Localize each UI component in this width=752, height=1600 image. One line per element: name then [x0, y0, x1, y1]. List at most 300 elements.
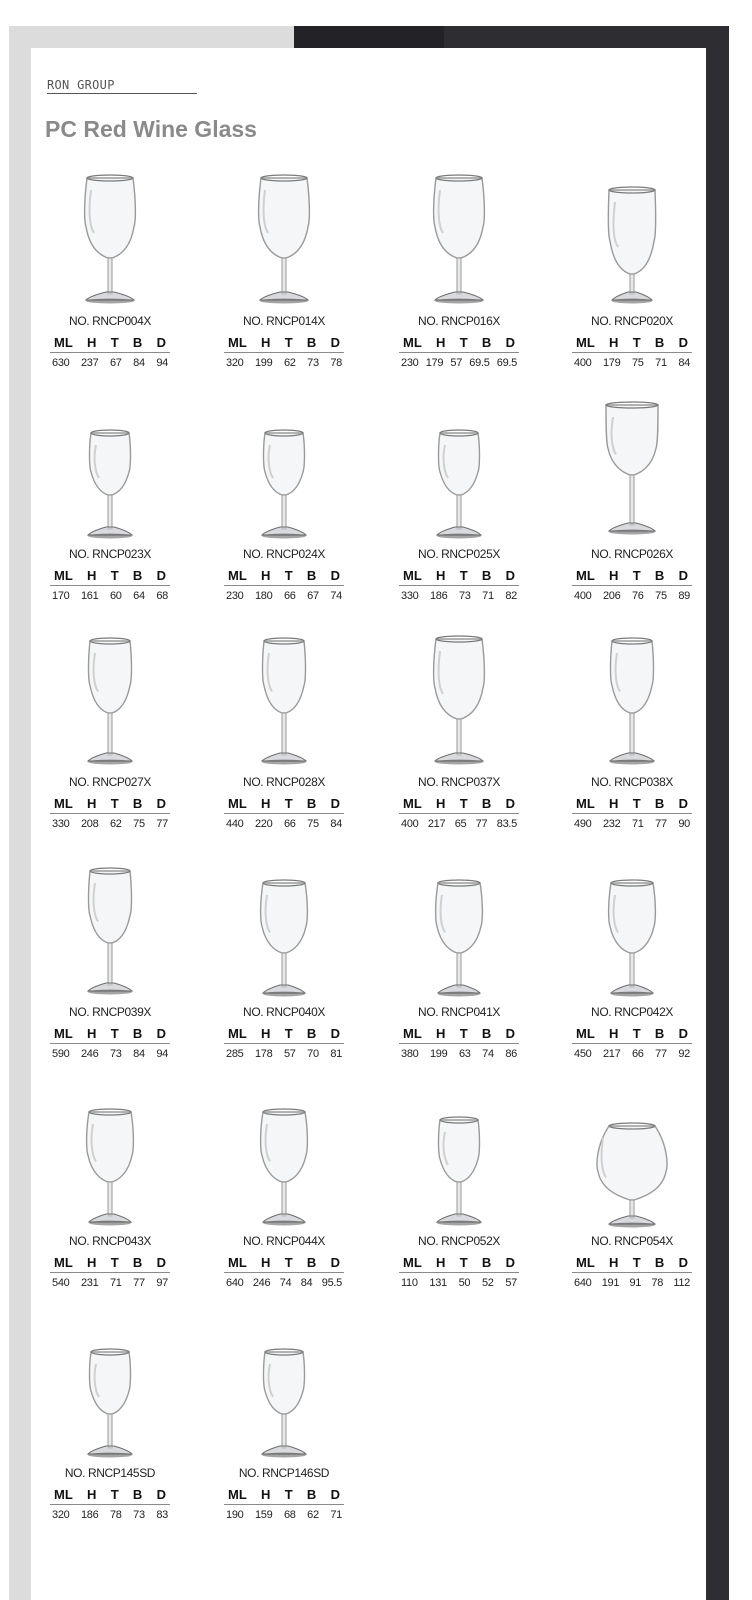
- product-code: NO. RNCP042X: [591, 1005, 673, 1019]
- glass-bowl: [606, 405, 658, 475]
- spec-header: B: [132, 334, 143, 350]
- spec-header: B: [306, 1486, 317, 1502]
- spec-value: 60: [109, 590, 122, 602]
- spec-table: [224, 567, 344, 602]
- wine-glass-image: [568, 160, 696, 310]
- wine-glass-image: [568, 621, 696, 771]
- spec-header: ML: [54, 1025, 73, 1041]
- spec-value-row: [399, 1273, 519, 1289]
- product-code: NO. RNCP026X: [591, 547, 673, 561]
- spec-value: 75: [631, 357, 644, 369]
- spec-header: D: [330, 1025, 340, 1041]
- spec-header-row: [224, 567, 344, 586]
- product-image: [46, 1312, 174, 1462]
- wine-glass-image: [46, 1080, 174, 1230]
- spec-value: 69.5: [496, 357, 517, 369]
- spec-header: ML: [403, 334, 422, 350]
- spec-table: [399, 1025, 519, 1060]
- glass-bowl: [597, 1126, 667, 1200]
- spec-header: B: [306, 795, 317, 811]
- product-code: NO. RNCP004X: [69, 314, 151, 328]
- wine-glass-image: [220, 621, 348, 771]
- glass-bowl: [609, 883, 656, 953]
- product-card: [46, 1080, 174, 1289]
- spec-value: 73: [458, 590, 471, 602]
- spec-header: ML: [403, 1254, 422, 1270]
- spec-header: B: [132, 567, 143, 583]
- spec-value-row: [399, 586, 519, 602]
- spec-header: T: [632, 567, 641, 583]
- spec-value-row: [224, 1505, 344, 1521]
- spec-header-row: [50, 567, 170, 586]
- spec-value: 81: [330, 1048, 342, 1060]
- glass-bowl: [434, 639, 485, 719]
- spec-value: 89: [678, 590, 690, 602]
- spec-value-row: [572, 586, 692, 602]
- spec-value: 199: [429, 1048, 448, 1060]
- spec-value: 231: [80, 1277, 99, 1289]
- spec-header: T: [632, 1254, 641, 1270]
- spec-header: D: [330, 334, 340, 350]
- spec-value-row: [224, 1044, 344, 1060]
- spec-table: [399, 1254, 519, 1289]
- product-image: [568, 851, 696, 1001]
- wine-glass-image: [220, 851, 348, 1001]
- spec-header: T: [459, 1254, 468, 1270]
- spec-value: 50: [458, 1277, 471, 1289]
- spec-header: ML: [54, 334, 73, 350]
- spec-header: ML: [576, 1254, 595, 1270]
- spec-header: ML: [54, 1486, 73, 1502]
- product-code: NO. RNCP039X: [69, 1005, 151, 1019]
- glass-foot-shadow: [609, 530, 655, 535]
- spec-value: 57: [505, 1277, 517, 1289]
- spec-value: 92: [678, 1048, 690, 1060]
- glass-foot-shadow: [88, 1453, 132, 1458]
- spec-value: 76: [631, 590, 644, 602]
- spec-value: 199: [254, 357, 273, 369]
- spec-value: 230: [226, 590, 244, 602]
- spec-header: T: [459, 795, 468, 811]
- spec-value: 62: [307, 1509, 319, 1521]
- product-code: NO. RNCP028X: [243, 775, 325, 789]
- spec-value: 217: [427, 818, 446, 830]
- spec-table: [224, 1486, 344, 1521]
- spec-header: H: [436, 567, 446, 583]
- spec-header: T: [459, 334, 468, 350]
- glass-foot-shadow: [437, 534, 481, 539]
- spec-value: 186: [80, 1509, 99, 1521]
- wine-glass-image: [46, 393, 174, 543]
- spec-header: ML: [228, 567, 247, 583]
- spec-header-row: [224, 334, 344, 353]
- glass-foot-shadow: [610, 760, 654, 765]
- product-image: [46, 851, 174, 1001]
- product-card: [220, 851, 348, 1060]
- spec-value: 590: [52, 1048, 70, 1060]
- spec-header: T: [284, 795, 293, 811]
- wine-glass-image: [220, 1312, 348, 1462]
- spec-table: [224, 334, 344, 369]
- spec-header: H: [87, 567, 97, 583]
- spec-value-row: [572, 1044, 692, 1060]
- glass-foot-shadow: [262, 534, 306, 539]
- spec-table: [224, 795, 344, 830]
- spec-header: D: [330, 567, 340, 583]
- product-image: [568, 1080, 696, 1230]
- spec-header: B: [306, 567, 317, 583]
- spec-value: 52: [481, 1277, 494, 1289]
- spec-value: 83.5: [496, 818, 517, 830]
- spec-table: [572, 795, 692, 830]
- spec-header: T: [110, 334, 119, 350]
- glass-foot-shadow: [86, 299, 134, 304]
- spec-header: B: [132, 1254, 143, 1270]
- spec-table: [399, 334, 519, 369]
- spec-header: H: [87, 1486, 97, 1502]
- spec-value: 78: [651, 1277, 664, 1289]
- spec-value: 640: [574, 1277, 592, 1289]
- spec-header: B: [306, 1254, 317, 1270]
- spec-value-row: [50, 814, 170, 830]
- product-code: NO. RNCP043X: [69, 1234, 151, 1248]
- glass-foot-shadow: [612, 299, 652, 304]
- wine-glass-image: [46, 160, 174, 310]
- product-card: [46, 851, 174, 1060]
- spec-header: B: [654, 1025, 665, 1041]
- product-card: [220, 393, 348, 602]
- spec-value: 77: [655, 818, 667, 830]
- spec-value: 95.5: [321, 1277, 342, 1289]
- spec-header-row: [572, 1025, 692, 1044]
- spec-header: D: [156, 795, 166, 811]
- product-code: NO. RNCP024X: [243, 547, 325, 561]
- glass-stem: [282, 495, 286, 529]
- product-card: [568, 1080, 696, 1289]
- spec-value: 73: [109, 1048, 122, 1060]
- spec-header: D: [505, 795, 515, 811]
- glass-stem: [630, 713, 634, 755]
- spec-header: H: [436, 334, 446, 350]
- wine-glass-image: [220, 1080, 348, 1230]
- product-code: NO. RNCP145SD: [64, 1466, 156, 1480]
- spec-value: 66: [283, 590, 296, 602]
- spec-header: D: [330, 1254, 340, 1270]
- spec-value: 71: [655, 357, 667, 369]
- product-image: [395, 851, 523, 1001]
- glass-stem: [108, 1182, 112, 1216]
- spec-value: 179: [425, 357, 444, 369]
- glass-bowl: [89, 641, 132, 713]
- glass-stem: [457, 1182, 461, 1216]
- spec-value: 62: [283, 357, 296, 369]
- product-code: NO. RNCP023X: [69, 547, 151, 561]
- spec-header-row: [50, 334, 170, 353]
- product-code: NO. RNCP037X: [418, 775, 500, 789]
- spec-header: B: [654, 1254, 665, 1270]
- product-image: [46, 1080, 174, 1230]
- product-card: [46, 393, 174, 602]
- spec-header: D: [678, 795, 688, 811]
- spec-value: 330: [401, 590, 419, 602]
- spec-header-row: [224, 1486, 344, 1505]
- spec-value: 112: [673, 1277, 690, 1289]
- spec-value: 190: [226, 1509, 244, 1521]
- spec-header-row: [572, 334, 692, 353]
- spec-value-row: [50, 1273, 170, 1289]
- spec-header: H: [609, 1025, 619, 1041]
- product-code: NO. RNCP054X: [591, 1234, 673, 1248]
- product-code: NO. RNCP016X: [418, 314, 500, 328]
- glass-foot-shadow: [262, 760, 306, 765]
- spec-value: 75: [133, 818, 145, 830]
- product-image: [46, 393, 174, 543]
- spec-value: 84: [678, 357, 690, 369]
- glass-bowl: [259, 178, 310, 258]
- product-code: NO. RNCP038X: [591, 775, 673, 789]
- glass-stem: [108, 495, 112, 529]
- spec-header-row: [50, 1254, 170, 1273]
- product-card: [220, 160, 348, 369]
- spec-header: H: [261, 1254, 271, 1270]
- spec-value: 206: [602, 590, 621, 602]
- spec-value: 57: [450, 357, 463, 369]
- spec-value: 77: [133, 1277, 145, 1289]
- product-card: [220, 621, 348, 830]
- spec-header: B: [132, 795, 143, 811]
- spec-value: 246: [252, 1277, 271, 1289]
- spec-value-row: [572, 353, 692, 369]
- spec-header-row: [224, 1254, 344, 1273]
- glass-stem: [457, 258, 461, 294]
- spec-header: B: [481, 567, 492, 583]
- page-title: PC Red Wine Glass: [45, 116, 257, 142]
- spec-value: 77: [475, 818, 488, 830]
- spec-header: H: [261, 567, 271, 583]
- spec-value-row: [399, 814, 519, 830]
- product-image: [220, 393, 348, 543]
- glass-foot-shadow: [89, 1221, 131, 1226]
- glass-foot-shadow: [609, 1223, 655, 1228]
- glass-stem: [282, 1182, 286, 1216]
- spec-header-row: [224, 1025, 344, 1044]
- spec-value: 84: [133, 357, 145, 369]
- spec-value: 232: [602, 818, 621, 830]
- spec-value: 86: [505, 1048, 517, 1060]
- spec-table: [50, 1486, 170, 1521]
- spec-value: 65: [454, 818, 467, 830]
- wine-glass-image: [220, 160, 348, 310]
- spec-header-row: [399, 567, 519, 586]
- catalog-sheet: [31, 48, 706, 1600]
- product-image: [46, 621, 174, 771]
- wine-glass-image: [568, 393, 696, 543]
- spec-value: 63: [458, 1048, 471, 1060]
- spec-value: 66: [631, 1048, 644, 1060]
- wine-glass-image: [46, 851, 174, 1001]
- spec-header: B: [481, 795, 492, 811]
- spec-header: D: [330, 795, 340, 811]
- spec-header: ML: [403, 795, 422, 811]
- glass-foot-shadow: [262, 1453, 306, 1458]
- spec-table: [572, 1254, 692, 1289]
- product-image: [568, 160, 696, 310]
- spec-value-row: [399, 353, 519, 369]
- product-image: [568, 393, 696, 543]
- spec-header: T: [284, 567, 293, 583]
- glass-stem: [457, 953, 461, 987]
- spec-header: H: [261, 1486, 271, 1502]
- spec-header: H: [436, 1025, 446, 1041]
- product-code: NO. RNCP027X: [69, 775, 151, 789]
- glass-stem: [457, 495, 461, 529]
- spec-value: 217: [602, 1048, 621, 1060]
- spec-header-row: [399, 1254, 519, 1273]
- spec-table: [50, 795, 170, 830]
- spec-value: 97: [156, 1277, 168, 1289]
- spec-header: T: [632, 795, 641, 811]
- glass-stem: [108, 713, 112, 755]
- product-image: [46, 160, 174, 310]
- glass-stem: [282, 258, 286, 294]
- glass-foot-shadow: [263, 992, 305, 997]
- product-code: NO. RNCP020X: [591, 314, 673, 328]
- spec-header: D: [156, 1025, 166, 1041]
- spec-header: D: [156, 1254, 166, 1270]
- spec-header: H: [261, 1025, 271, 1041]
- spec-value: 64: [133, 590, 145, 602]
- spec-value-row: [224, 353, 344, 369]
- spec-header: ML: [54, 1254, 73, 1270]
- product-image: [568, 621, 696, 771]
- spec-value: 78: [330, 357, 342, 369]
- spec-header: B: [306, 334, 317, 350]
- spec-value: 74: [279, 1277, 292, 1289]
- product-card: [568, 851, 696, 1060]
- spec-value: 94: [156, 357, 168, 369]
- spec-header: D: [505, 1254, 515, 1270]
- spec-value: 66: [283, 818, 296, 830]
- product-code: NO. RNCP146SD: [238, 1466, 330, 1480]
- product-card: [395, 160, 523, 369]
- spec-value: 73: [307, 357, 319, 369]
- wine-glass-image: [46, 621, 174, 771]
- spec-value: 191: [601, 1277, 620, 1289]
- spec-header: B: [481, 334, 492, 350]
- spec-value-row: [224, 814, 344, 830]
- spec-table: [399, 567, 519, 602]
- spec-header: T: [110, 567, 119, 583]
- spec-header: H: [87, 1025, 97, 1041]
- spec-value: 62: [109, 818, 122, 830]
- spec-header: B: [132, 1486, 143, 1502]
- spec-header: ML: [228, 334, 247, 350]
- spec-header-row: [572, 567, 692, 586]
- spec-header-row: [50, 1025, 170, 1044]
- product-code: NO. RNCP044X: [243, 1234, 325, 1248]
- spec-value: 90: [678, 818, 690, 830]
- spec-header: D: [505, 334, 515, 350]
- spec-value: 440: [226, 818, 244, 830]
- wine-glass-image: [395, 851, 523, 1001]
- spec-value: 71: [631, 818, 644, 830]
- spec-header: T: [284, 1486, 293, 1502]
- product-card: [46, 160, 174, 369]
- spec-value: 320: [226, 357, 244, 369]
- spec-value: 178: [254, 1048, 273, 1060]
- wine-glass-image: [568, 851, 696, 1001]
- glass-stem: [108, 943, 112, 985]
- spec-header: ML: [54, 567, 73, 583]
- spec-value-row: [50, 1505, 170, 1521]
- spec-table: [50, 567, 170, 602]
- spec-header: T: [110, 795, 119, 811]
- spec-value: 84: [300, 1277, 313, 1289]
- glass-bowl: [261, 1112, 308, 1182]
- spec-header: T: [110, 1025, 119, 1041]
- spec-value: 82: [505, 590, 517, 602]
- spec-header: T: [632, 334, 641, 350]
- spec-header: H: [87, 334, 97, 350]
- spec-header: ML: [576, 795, 595, 811]
- glass-foot-shadow: [611, 992, 653, 997]
- spec-value: 84: [330, 818, 342, 830]
- spec-value: 69.5: [469, 357, 490, 369]
- glass-foot-shadow: [438, 992, 480, 997]
- glass-stem: [630, 1200, 634, 1218]
- product-code: NO. RNCP025X: [418, 547, 500, 561]
- spec-header: T: [284, 334, 293, 350]
- glass-stem: [282, 953, 286, 987]
- product-image: [395, 393, 523, 543]
- spec-table: [572, 567, 692, 602]
- product-card: [395, 393, 523, 602]
- spec-value: 237: [80, 357, 99, 369]
- spec-value-row: [50, 1044, 170, 1060]
- product-image: [220, 1080, 348, 1230]
- glass-bowl: [261, 883, 308, 953]
- glass-bowl: [436, 883, 483, 953]
- product-card: [220, 1080, 348, 1289]
- spec-value: 161: [80, 590, 99, 602]
- spec-header-row: [572, 1254, 692, 1273]
- spec-value: 380: [401, 1048, 419, 1060]
- product-card: [395, 1080, 523, 1289]
- spec-header: T: [284, 1025, 293, 1041]
- glass-bowl: [611, 641, 654, 713]
- spec-header: T: [459, 567, 468, 583]
- glass-bowl: [85, 178, 136, 258]
- spec-value: 74: [330, 590, 342, 602]
- wine-glass-image: [395, 160, 523, 310]
- spec-value: 220: [254, 818, 273, 830]
- glass-foot-shadow: [437, 1221, 481, 1226]
- spec-table: [224, 1025, 344, 1060]
- product-code: NO. RNCP052X: [418, 1234, 500, 1248]
- spec-value: 179: [602, 357, 621, 369]
- spec-value: 159: [254, 1509, 273, 1521]
- spec-header: D: [156, 334, 166, 350]
- glass-foot-shadow: [260, 299, 308, 304]
- wine-glass-image: [46, 1312, 174, 1462]
- spec-header: H: [436, 1254, 446, 1270]
- wine-glass-image: [395, 1080, 523, 1230]
- spec-value: 450: [574, 1048, 592, 1060]
- glass-bowl: [89, 871, 132, 943]
- product-image: [395, 160, 523, 310]
- spec-header: ML: [576, 567, 595, 583]
- spec-value-row: [572, 814, 692, 830]
